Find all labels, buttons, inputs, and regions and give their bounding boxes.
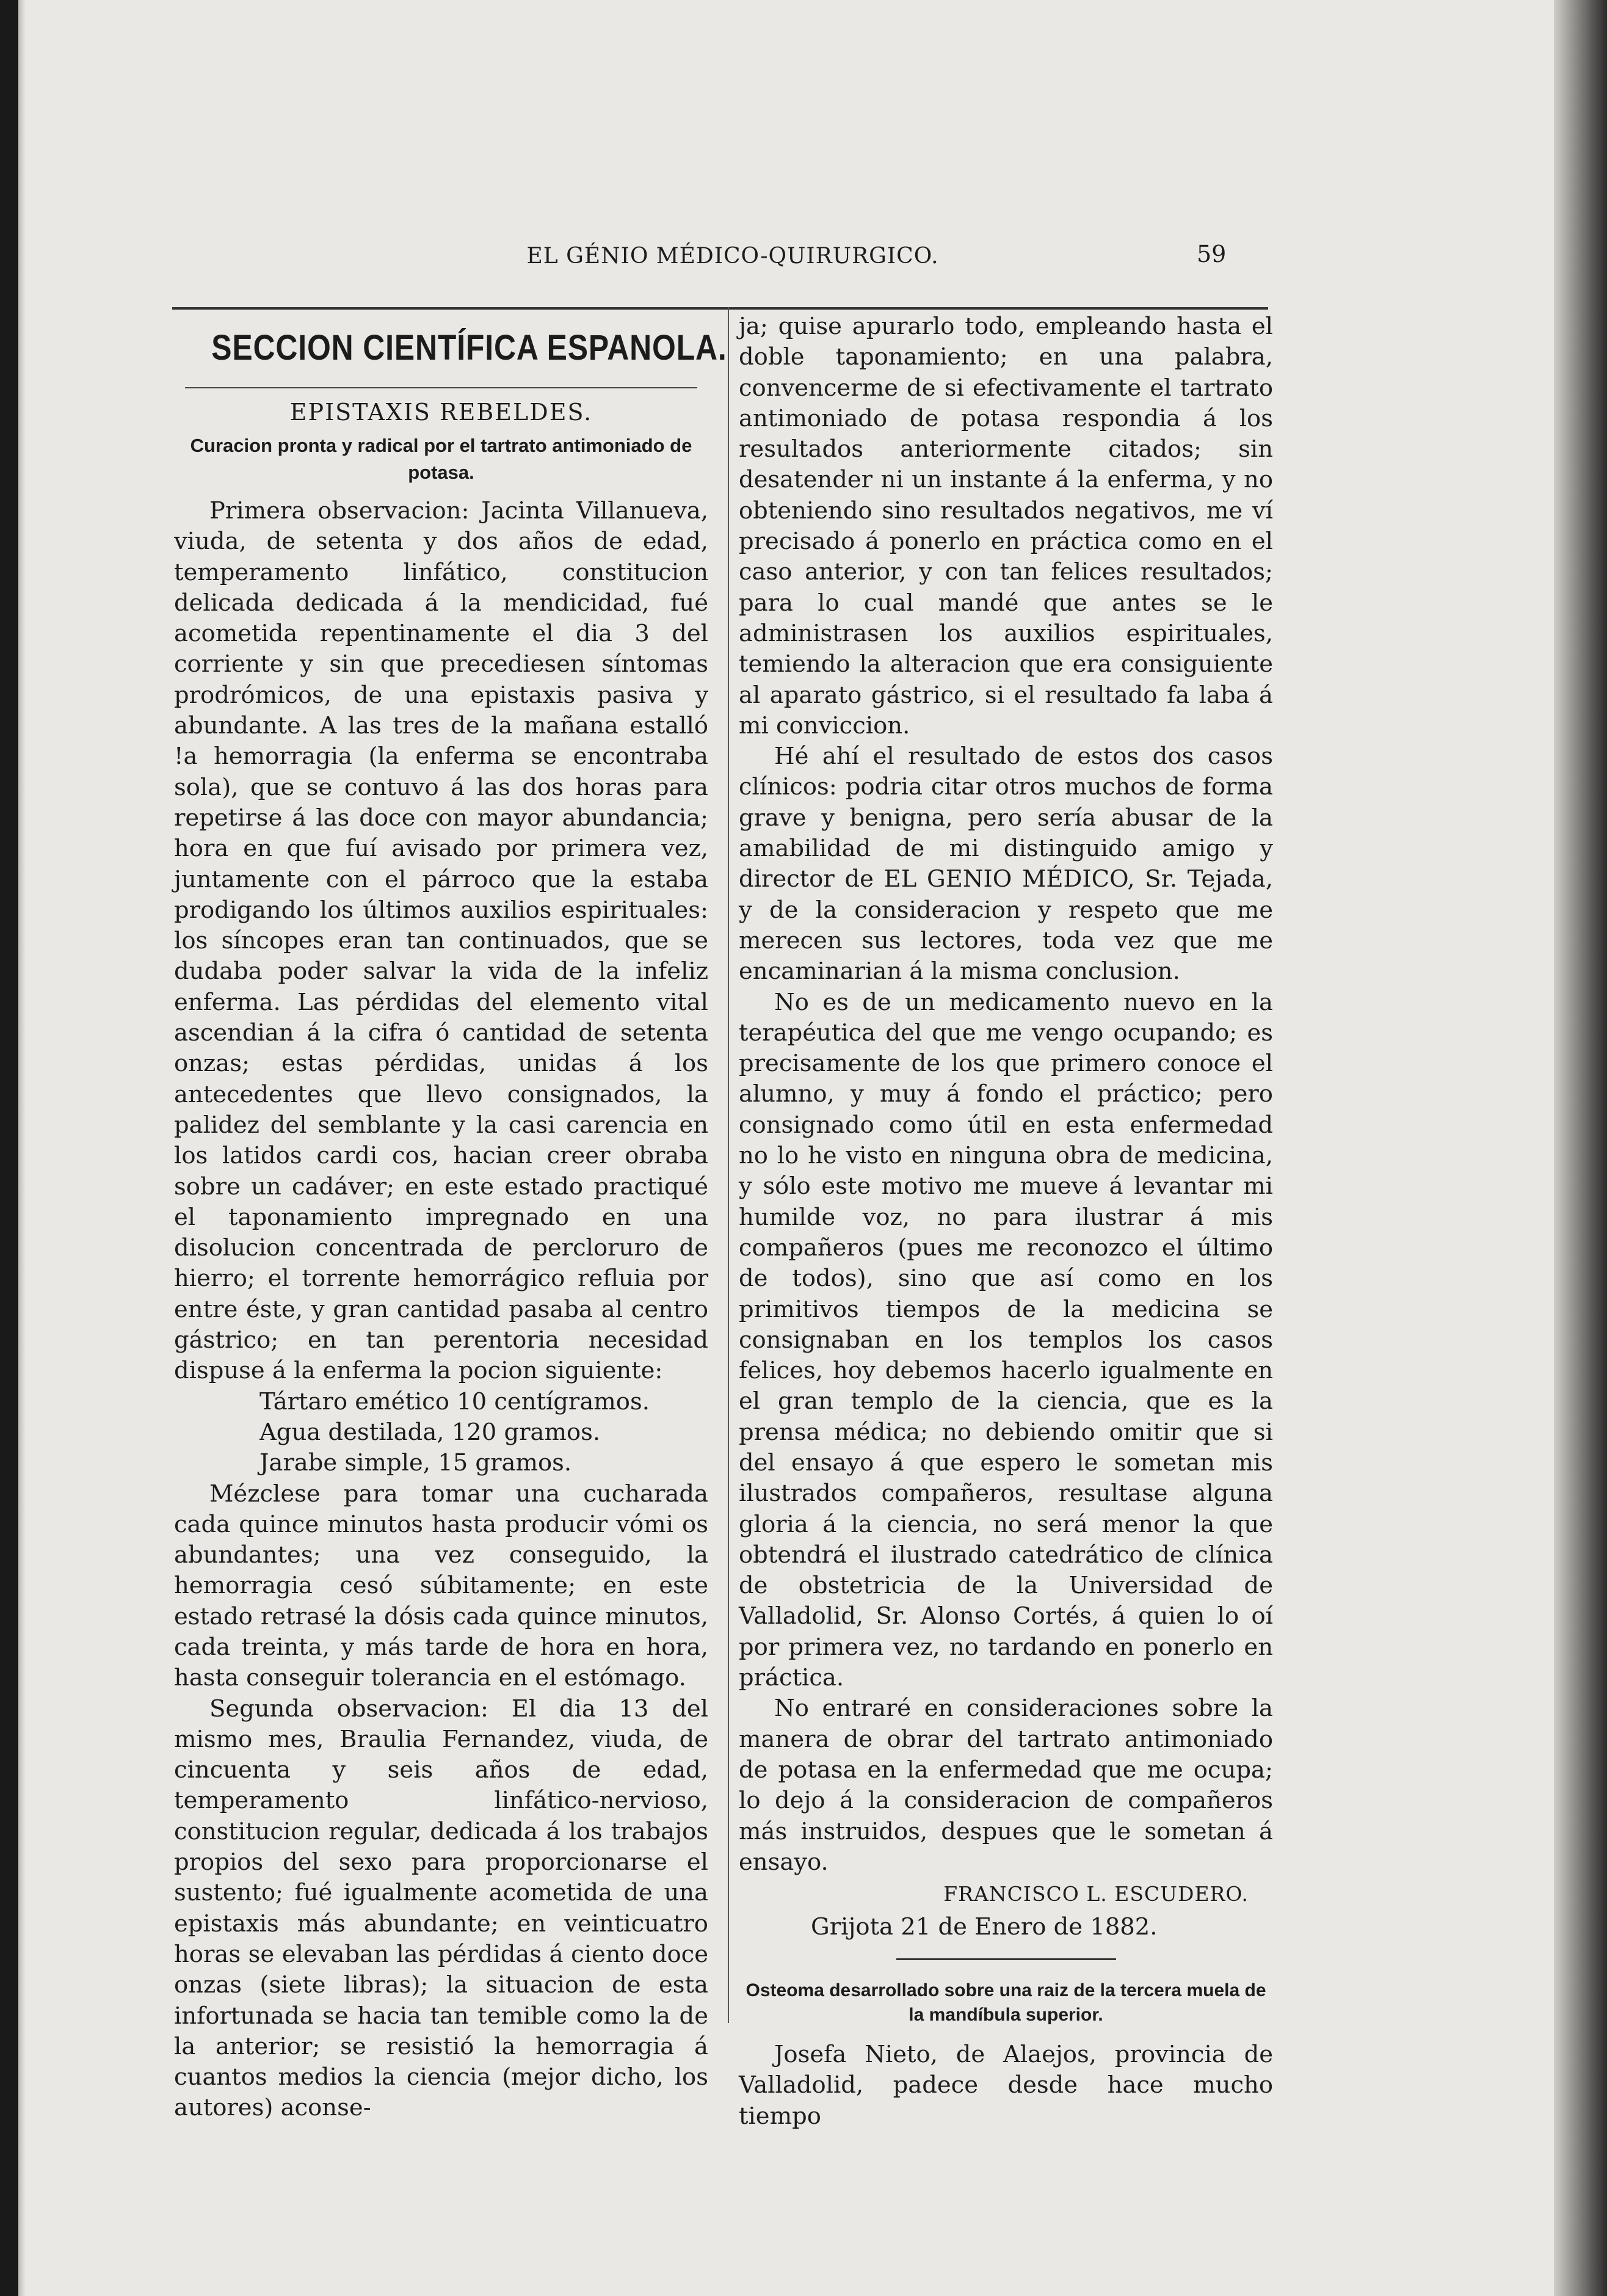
article-title: EPISTAXIS REBELDES. [289, 399, 593, 426]
section-title: SECCION CIENTÍFICA ESPANOLA. [211, 328, 727, 368]
recipe-line: Agua destilada, 120 gramos. [259, 1418, 601, 1446]
left-column [174, 311, 727, 2124]
header-rule [172, 307, 1268, 310]
paragraph: ja; quise apurarlo todo, empleando hasta el doble taponamiento; en una palabra, convencerme de si efectivamente el tartrato antimoniado de potasa respondia á los resultados anteriormente citados; sin desatender ni un instante á la enferma, y no obteniendo sino resultados negativos, me ví precisado á ponerlo en práctica como en el caso anterior, y con tan felices resultados; para lo cual mandé que antes se le administrasen los auxilios espirituales, temiendo la alteracion que era consiguiente al aparato gástrico, si el resultado fa laba á mi conviccion. [739, 313, 1273, 739]
paragraph: No es de un medicamento nuevo en la terapéutica del que me vengo ocupando; es precisamente de los que primero conoce el alumno, y muy á fondo el práctico; pero consignado como útil en esta enfermedad no lo he visto en ninguna obra de medicina, y sólo este motivo me mueve á levantar mi humilde voz, no para ilustrar á mis compañeros (pues me reconozco el último de todos), sino que así como en los primitivos tiempos de la medicina se consignaban en los templos los casos felices, hoy debemos hacerlo igualmente en el gran templo de la ciencia, que es la prensa médica; no debiendo omitir que si del ensayo á que espero le sometan mis ilustrados compañeros, resultase alguna gloria á la ciencia, no será menor la que obtendrá el ilustrado catedrático de clínica de obstetricia de la Universidad de Valladolid, Sr. Alonso Cortés, á quien lo oí por primera vez, no tardando en ponerlo en práctica. [739, 988, 1273, 1692]
page-gutter-shadow [18, 0, 26, 2296]
paragraph: Primera observacion: Jacinta Villanueva, viuda, de setenta y dos años de edad, temperamento linfático, constitucion delicada dedicada á la mendicidad, fué acometida repentinamente el dia 3 del corriente y sin que precediesen síntomas prodrómicos, de una epistaxis pasiva y abundante. A las tres de la mañana estalló !a hemorragia (la enferma se encontraba sola), que se contuvo á las dos horas para repetirse á las doce con mayor abundancia; hora en que fuí avisado por primera vez, juntamente con el párroco que la estaba prodigando los últimos auxilios espirituales: los síncopes eran tan continuados, que se dudaba poder salvar la vida de la infeliz enferma. Las pérdidas del elemento vital ascendian á la cifra ó cantidad de setenta onzas; estas pérdidas, unidas á los antecedentes que llevo consignados, la palidez del semblante y la casi carencia en los latidos cardi cos, hacian creer obraba sobre un cadáver; en este estado practiqué el taponamiento impregnado en una disolucion concentrada de percloruro de hierro; el torrente hemorrágico refluia por entre éste, y gran cantidad pasaba al centro gástrico; en tan perentoria necesidad dispuse á la enferma la pocion siguiente: [174, 497, 708, 1385]
section-rule [185, 387, 697, 388]
paragraph: No entraré en consideraciones sobre la manera de obrar del tartrato antimoniado de potasa en la enfermedad que me ocupa; lo dejo á la consideracion de compañeros más instruidos, despues que le sometan á ensayo. [739, 1695, 1273, 1876]
page-number: 59 [1197, 241, 1227, 267]
article-subtitle: Curacion pronta y radical por el tartrato antimoniado de potasa. [190, 435, 692, 483]
running-title: EL GÉNIO MÉDICO-QUIRURGICO. [526, 244, 939, 269]
recipe-line: Tártaro emético 10 centígramos. [259, 1387, 650, 1415]
paragraph: Josefa Nieto, de Alaejos, provincia de Valladolid, padece desde hace mucho tiempo [739, 2041, 1273, 2130]
right-column [739, 311, 1273, 2132]
recipe-line: Jarabe simple, 15 gramos. [259, 1449, 572, 1477]
page-edge [1554, 0, 1607, 2296]
paragraph: Mézclese para tomar una cucharada cada quince minutos hasta producir vómi os abundantes; una vez conseguido, la hemorragia cesó súbitamente; en este estado retrasé la dósis cada quince minutos, cada treinta, y más tarde de hora en hora, hasta conseguir tolerancia en el estómago. [174, 1480, 708, 1692]
column-divider [728, 307, 729, 2023]
paragraph: Hé ahí el resultado de estos dos casos clínicos: podria citar otros muchos de forma grave y benigna, pero sería abusar de la amabilidad de mi distinguido amigo y director de EL GENIO MÉDICO, Sr. Tejada, y de la consideracion y respeto que me merecen sus lectores, toda vez que me encaminarian á la misma conclusion. [739, 743, 1273, 986]
article2-title: Osteoma desarrollado sobre una raiz de la tercera muela de la mandíbula superior. [745, 1980, 1266, 2025]
paragraph: Segunda observacion: El dia 13 del mismo mes, Braulia Fernandez, viuda, de cincuenta y seis años de edad, temperamento linfático-nervioso, constitucion regular, dedicada á los trabajos propios del sexo para proporcionarse el sustento; fué igualmente acometida de una epistaxis más abundante; en veinticuatro horas se elevaban las pérdidas á ciento doce onzas (siete libras); la situacion de esta infortunada se hacia tan temible como la de la anterior; se resistió la hemorragia á cuantos medios la ciencia (mejor dicho, los autores) aconse- [174, 1695, 708, 2122]
signature-date: Grijota 21 de Enero de 1882. [811, 1913, 1158, 1941]
signature-name: FRANCISCO L. ESCUDERO. [943, 1882, 1249, 1906]
article-separator [896, 1958, 1116, 1960]
